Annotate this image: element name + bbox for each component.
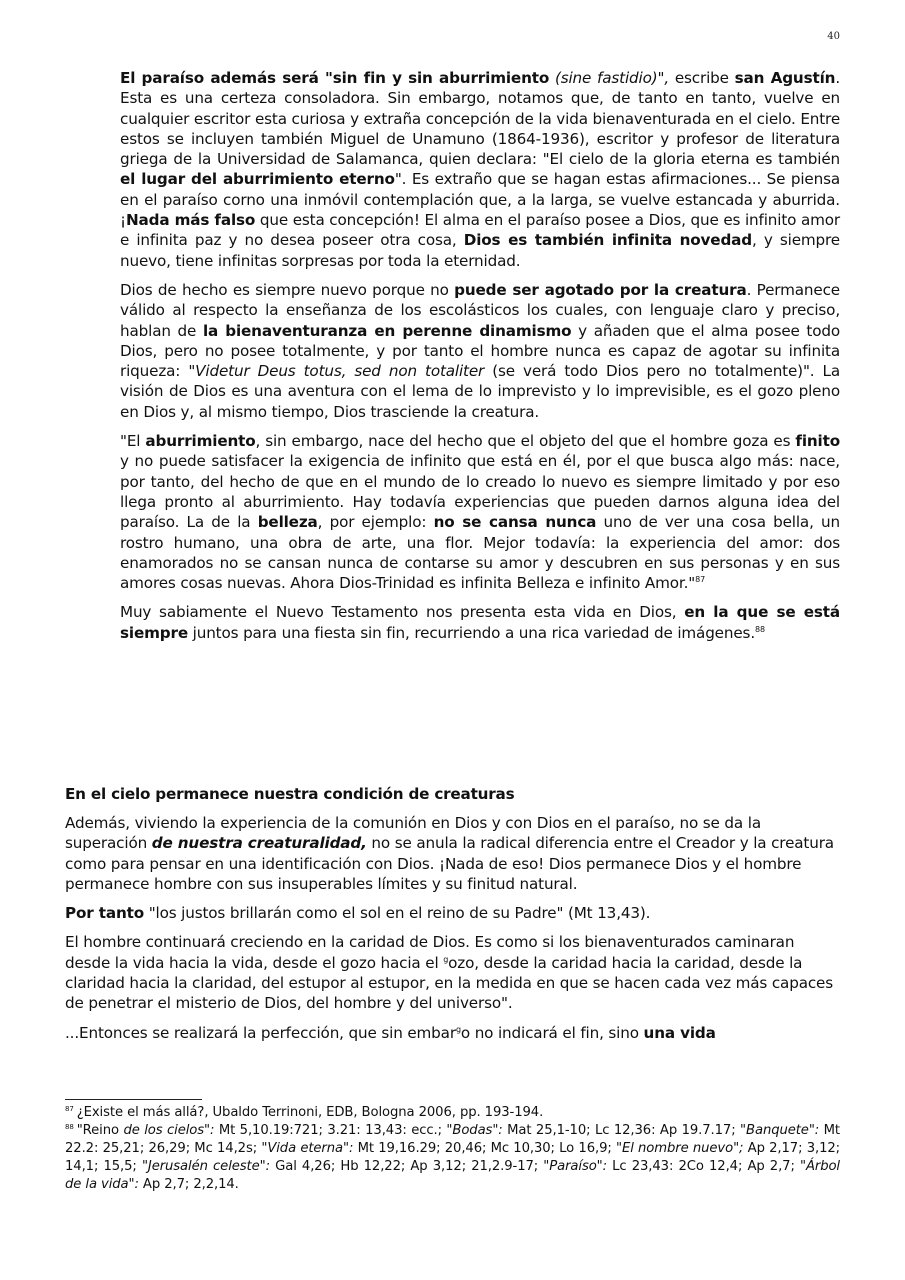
footnote-ref-88[interactable]: 88 — [755, 624, 765, 634]
text: Muy sabiamente el Nuevo Testamento nos presenta esta vida en Dios, — [120, 603, 685, 622]
bold-text: la bienaventuranza en perenne dinamismo — [202, 321, 572, 340]
text: Mt 5,10.19:721; 3.21: 13,43: ecc.; — [214, 1123, 447, 1138]
paragraph-por-tanto — [65, 903, 845, 923]
paragraph-nuevo-testamento — [120, 602, 840, 643]
italic-text: de los cielos": — [123, 1123, 215, 1138]
text: , y siempre nuevo, tiene infinitas sorpresas por toda la eternidad. — [120, 231, 840, 270]
bold-text: una vida — [643, 1023, 716, 1042]
text: Ap 2,7; 2,2,14. — [138, 1177, 239, 1192]
text: Gal 4,26; Hb 12,22; Ap 3,12; 21,2.9-17; — [269, 1159, 544, 1174]
superscript-glyph: g — [455, 1024, 461, 1034]
text: escribe — [669, 69, 735, 87]
text: no se anula la radical diferencia entre el Creador y la creatura como para pensar en una identificación con Dios. ¡Nada de eso! Dios permanece Dios y el hombre permanece hombre con sus insuperables límites y su finitud natural. — [65, 834, 834, 893]
text: ozo, desde la caridad hacia la caridad, desde la claridad hacia la claridad, del estupor al estupor, en la medida en que se hacen cada vez más capaces de penetrar el misterio de Dios, del hombre y del universo". — [65, 953, 834, 1013]
bold-text: no se cansa nunca — [433, 513, 597, 532]
text: "El — [120, 432, 146, 451]
section-creaturas — [65, 784, 845, 1052]
text: , sin embargo, nace del hecho que el objeto del que el hombre goza es — [255, 432, 796, 451]
footnote-number: 88 — [65, 1122, 74, 1131]
italic-text: "Paraíso": — [543, 1159, 607, 1174]
paragraph-ademas — [65, 813, 845, 894]
bold-text: aburrimiento — [145, 432, 256, 451]
bold-text: puede ser agotado por la creatura — [454, 280, 747, 299]
text: "Reino — [76, 1123, 124, 1138]
paragraph-aburrimiento — [120, 431, 840, 593]
footnote-number: 87 — [65, 1104, 74, 1113]
text: Mt 19,16.29; 20,46; Mc 10,30; Lo 16,9; — [353, 1141, 616, 1156]
bold-italic-text: de nuestra creaturalidad, — [151, 834, 367, 853]
bold-text: El paraíso además será "sin fin y sin aburrimiento — [120, 69, 550, 87]
indented-quote-block — [120, 68, 840, 652]
bold-text: belleza — [257, 513, 318, 532]
text: Dios de hecho es siempre nuevo porque no — [120, 280, 455, 299]
bold-text: finito — [795, 432, 840, 451]
footnote-87 — [65, 1104, 840, 1122]
italic-text: "Videtur Deus totus, sed non totaliter — [188, 362, 485, 381]
text: . Permanece válido al respecto la enseñanza de los escolásticos los cuales, con lenguaje claro y preciso, hablan de — [120, 280, 841, 340]
text: Ap 2,17; 3,12; 14,1; 15,5; — [65, 1141, 841, 1174]
italic-text: "Vida eterna": — [261, 1141, 354, 1156]
text: juntos para una fiesta sin fin, recurriendo a una rica variedad de imágenes. — [187, 623, 755, 642]
text: (se verá todo Dios pero no totalmente)". La visión de Dios es una aventura con el lema de lo imprevisto y lo imprevisible, es el gozo pleno en Dios y, al mismo tiempo, Dios trasciende la creatura. — [120, 362, 840, 421]
paragraph-hombre-continuara — [65, 932, 845, 1013]
text: o no indicará el fin, sino — [460, 1023, 644, 1042]
bold-text: Dios es también infinita novedad — [463, 231, 753, 250]
text: ". Es extraño que se hagan estas afirmaciones... Se piensa en el paraíso corno una inmóvil contemplación que, a la larga, se vuelve estancada y aburrida. ¡ — [120, 170, 841, 230]
text: El hombre continuará creciendo en la caridad de Dios. Es como si los bienaventurados caminaran desde la vida hacia la vida, desde el gozo hacia el — [65, 933, 814, 972]
footnote-88 — [65, 1122, 840, 1194]
text: "los justos brillarán como el sol en el reino de su Padre" (Mt 13,43). — [144, 904, 651, 923]
italic-text: "Bodas": — [446, 1123, 503, 1138]
text: Lc 23,43: 2Co 12,4; Ap 2,7; — [607, 1159, 800, 1174]
italic-text: "El nombre nuevo"; — [616, 1141, 744, 1156]
paragraph-dios-nuevo — [120, 280, 840, 422]
paragraph-sin-fin — [120, 68, 840, 271]
bold-text: Nada más falso — [125, 211, 256, 230]
text: , por ejemplo: — [317, 513, 434, 532]
italic-text: "Árbol de la vida": — [65, 1159, 840, 1192]
text: uno de ver una cosa bella, un rostro humano, una obra de arte, una flor. Mejor todavía: la experiencia del amor: dos enamorados no se cansan nunca de contarse su amor y descubren en sus personas y en sus amores cosas nuevas. Ahora Dios-Trinidad es infinita Belleza e infinito Amor." — [120, 513, 840, 593]
footnote-text: ¿Existe el más allá?, Ubaldo Terrinoni, EDB, Bologna 2006, pp. 193-194. — [76, 1105, 544, 1120]
text: ...Entonces se realizará la perfección, que sin embar — [65, 1023, 456, 1042]
italic-text: "Jerusalén celeste": — [141, 1159, 270, 1174]
text: Además, viviendo la experiencia de la comunión en Dios y con Dios en el paraíso, no se da la superación — [65, 814, 761, 853]
bold-text: el lugar del aburrimiento eterno — [120, 170, 395, 189]
footnote-separator — [65, 1099, 202, 1100]
bold-text: san Agustín — [734, 69, 836, 87]
footnotes — [65, 1104, 840, 1194]
text: y añaden que el alma posee todo Dios, pero no posee totalmente, y por tanto el hombre nunca es capaz de agotar su infinita riqueza: — [120, 321, 840, 381]
text: que esta concepción! El alma en el paraíso posee a Dios, que es infinito amor e infinita paz y no desea poseer otra cosa, — [120, 211, 840, 250]
text: . Esta es una certeza consoladora. Sin embargo, notamos que, de tanto en tanto, vuelve en cualquier escritor esta curiosa y extraña concepción de la vida bienaventurada en el cielo. Entre estos se incluyen también Miguel de Unamuno (1864-1936), escritor y profesor de literatura griega de la Universidad de Salamanca, quien declara: "El cielo de la gloria eterna es también — [120, 69, 841, 169]
paragraph-entonces — [65, 1023, 845, 1043]
italic-text: "Banquete": — [740, 1123, 820, 1138]
text: y no puede satisfacer la exigencia de infinito que está en él, por el que busca algo más: nace, por tanto, del hecho de que en el mundo de lo creado lo nuevo es siempre limitado y por eso llega pronto al aburrimiento. Hay todavía experiencias que pueden darnos alguna idea del paraíso. La de la — [120, 452, 840, 532]
bold-text: en la que se está siempre — [120, 603, 840, 642]
bold-text: Por tanto — [65, 904, 145, 923]
footnote-ref-87[interactable]: 87 — [695, 575, 706, 585]
text: Mt 22.2: 25,21; 26,29; Mc 14,2s; — [65, 1123, 840, 1156]
superscript-glyph: g — [443, 954, 449, 964]
page-number: 40 — [827, 31, 840, 42]
text: Mat 25,1-10; Lc 12,36: Ap 19.7.17; — [502, 1123, 741, 1138]
section-heading: En el cielo permanece nuestra condición de creaturas — [65, 785, 515, 803]
italic-text: (sine fastidio)", — [549, 69, 670, 87]
